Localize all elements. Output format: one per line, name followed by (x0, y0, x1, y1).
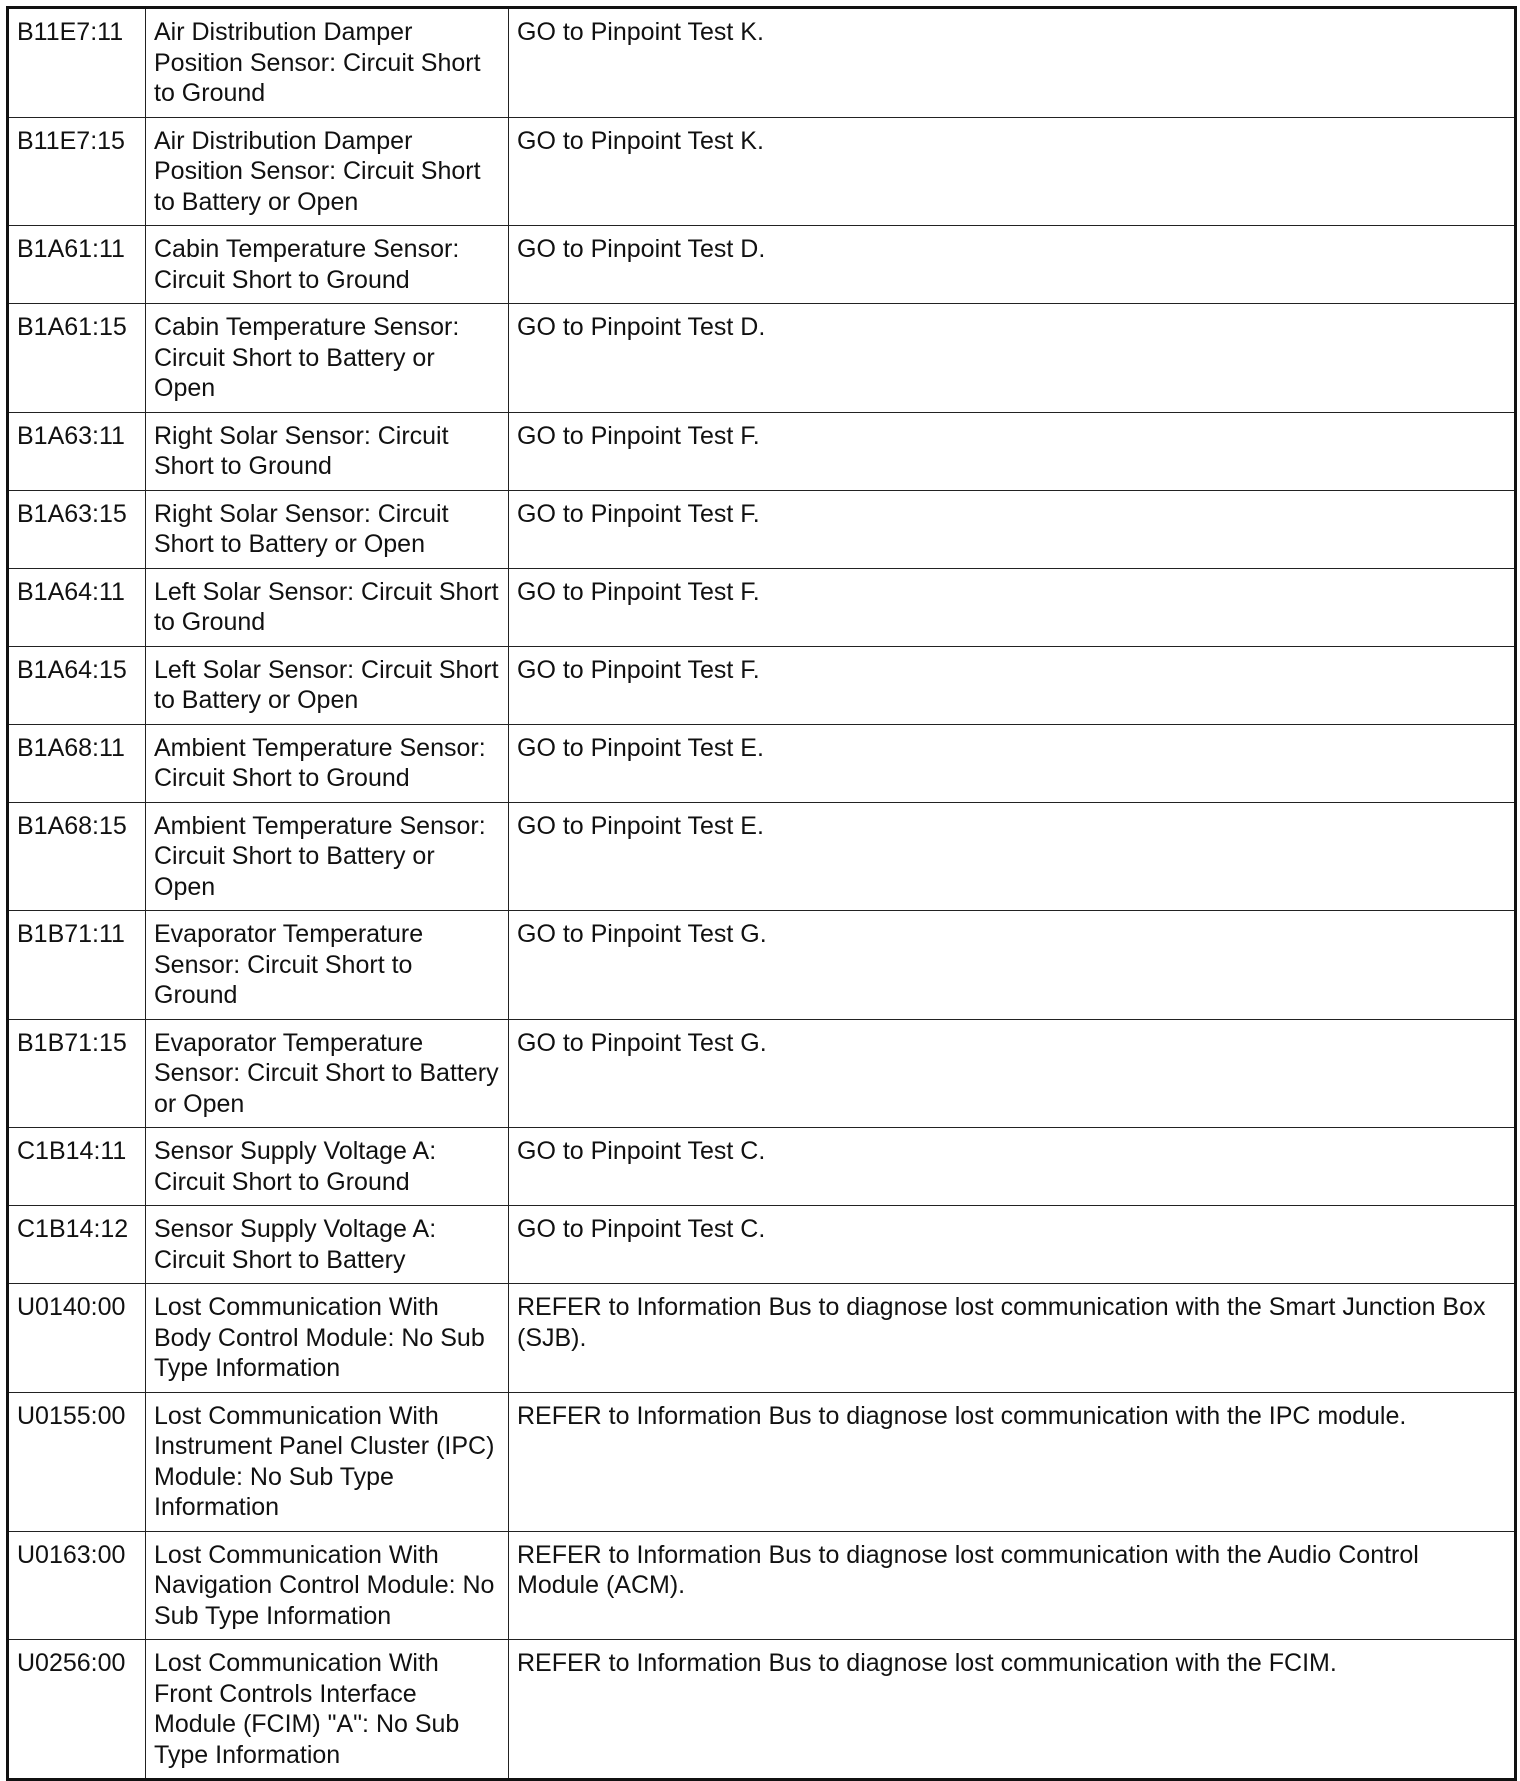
dtc-description-cell: Evaporator Temperature Sensor: Circuit Short to Ground (146, 911, 509, 1020)
table-row (8, 304, 1516, 413)
dtc-action-cell: GO to Pinpoint Test D. (509, 304, 1516, 413)
dtc-action-cell: GO to Pinpoint Test F. (509, 568, 1516, 646)
dtc-action-cell: GO to Pinpoint Test D. (509, 226, 1516, 304)
table-row (8, 646, 1516, 724)
dtc-code-cell: B1B71:11 (8, 911, 146, 1020)
dtc-action-cell: GO to Pinpoint Test E. (509, 802, 1516, 911)
dtc-code-cell: B1A68:15 (8, 802, 146, 911)
dtc-action-cell: GO to Pinpoint Test F. (509, 490, 1516, 568)
dtc-action-cell: GO to Pinpoint Test F. (509, 412, 1516, 490)
dtc-code-cell: U0163:00 (8, 1531, 146, 1640)
dtc-action-cell: GO to Pinpoint Test F. (509, 646, 1516, 724)
dtc-code-cell: B1A63:11 (8, 412, 146, 490)
dtc-action-cell: REFER to Information Bus to diagnose lost communication with the Audio Control Module (ACM). (509, 1531, 1516, 1640)
dtc-code-cell: B1B71:15 (8, 1019, 146, 1128)
table-row (8, 412, 1516, 490)
dtc-description-cell: Lost Communication With Front Controls Interface Module (FCIM) "A": No Sub Type Information (146, 1640, 509, 1780)
dtc-code-cell: B1A63:15 (8, 490, 146, 568)
table-row (8, 226, 1516, 304)
table-row (8, 1392, 1516, 1531)
dtc-code-cell: B11E7:15 (8, 117, 146, 226)
dtc-action-cell: GO to Pinpoint Test K. (509, 117, 1516, 226)
dtc-action-cell: REFER to Information Bus to diagnose lost communication with the Smart Junction Box (SJB). (509, 1284, 1516, 1393)
table-row (8, 1640, 1516, 1780)
dtc-code-cell: B1A61:15 (8, 304, 146, 413)
dtc-code-cell: B1A64:11 (8, 568, 146, 646)
table-row (8, 1284, 1516, 1393)
dtc-description-cell: Left Solar Sensor: Circuit Short to Battery or Open (146, 646, 509, 724)
table-row (8, 568, 1516, 646)
dtc-action-cell: GO to Pinpoint Test C. (509, 1128, 1516, 1206)
table-row (8, 117, 1516, 226)
dtc-action-cell: GO to Pinpoint Test E. (509, 724, 1516, 802)
dtc-description-cell: Ambient Temperature Sensor: Circuit Short to Ground (146, 724, 509, 802)
table-row (8, 490, 1516, 568)
table-row (8, 911, 1516, 1020)
dtc-code-cell: C1B14:12 (8, 1206, 146, 1284)
table-row (8, 1206, 1516, 1284)
dtc-code-cell: B11E7:11 (8, 8, 146, 118)
dtc-description-cell: Sensor Supply Voltage A: Circuit Short to Battery (146, 1206, 509, 1284)
dtc-description-cell: Cabin Temperature Sensor: Circuit Short to Battery or Open (146, 304, 509, 413)
dtc-action-cell: REFER to Information Bus to diagnose lost communication with the IPC module. (509, 1392, 1516, 1531)
dtc-description-cell: Lost Communication With Instrument Panel Cluster (IPC) Module: No Sub Type Information (146, 1392, 509, 1531)
dtc-description-cell: Sensor Supply Voltage A: Circuit Short to Ground (146, 1128, 509, 1206)
dtc-description-cell: Evaporator Temperature Sensor: Circuit Short to Battery or Open (146, 1019, 509, 1128)
dtc-action-cell: REFER to Information Bus to diagnose lost communication with the FCIM. (509, 1640, 1516, 1780)
dtc-description-cell: Ambient Temperature Sensor: Circuit Short to Battery or Open (146, 802, 509, 911)
dtc-description-cell: Left Solar Sensor: Circuit Short to Ground (146, 568, 509, 646)
dtc-action-cell: GO to Pinpoint Test C. (509, 1206, 1516, 1284)
dtc-action-cell: GO to Pinpoint Test K. (509, 8, 1516, 118)
table-row (8, 724, 1516, 802)
table-row (8, 802, 1516, 911)
dtc-description-cell: Cabin Temperature Sensor: Circuit Short to Ground (146, 226, 509, 304)
document-page (6, 6, 1514, 1781)
dtc-table (6, 6, 1517, 1781)
dtc-action-cell: GO to Pinpoint Test G. (509, 911, 1516, 1020)
dtc-code-cell: U0155:00 (8, 1392, 146, 1531)
dtc-description-cell: Lost Communication With Body Control Module: No Sub Type Information (146, 1284, 509, 1393)
dtc-description-cell: Air Distribution Damper Position Sensor: Circuit Short to Ground (146, 8, 509, 118)
dtc-description-cell: Right Solar Sensor: Circuit Short to Battery or Open (146, 490, 509, 568)
table-row (8, 1128, 1516, 1206)
dtc-code-cell: U0140:00 (8, 1284, 146, 1393)
dtc-description-cell: Right Solar Sensor: Circuit Short to Ground (146, 412, 509, 490)
dtc-table-body (8, 8, 1516, 1780)
dtc-code-cell: B1A61:11 (8, 226, 146, 304)
table-row (8, 8, 1516, 118)
dtc-code-cell: U0256:00 (8, 1640, 146, 1780)
dtc-code-cell: C1B14:11 (8, 1128, 146, 1206)
dtc-description-cell: Lost Communication With Navigation Control Module: No Sub Type Information (146, 1531, 509, 1640)
dtc-code-cell: B1A68:11 (8, 724, 146, 802)
table-row (8, 1019, 1516, 1128)
table-row (8, 1531, 1516, 1640)
dtc-code-cell: B1A64:15 (8, 646, 146, 724)
dtc-action-cell: GO to Pinpoint Test G. (509, 1019, 1516, 1128)
dtc-description-cell: Air Distribution Damper Position Sensor: Circuit Short to Battery or Open (146, 117, 509, 226)
